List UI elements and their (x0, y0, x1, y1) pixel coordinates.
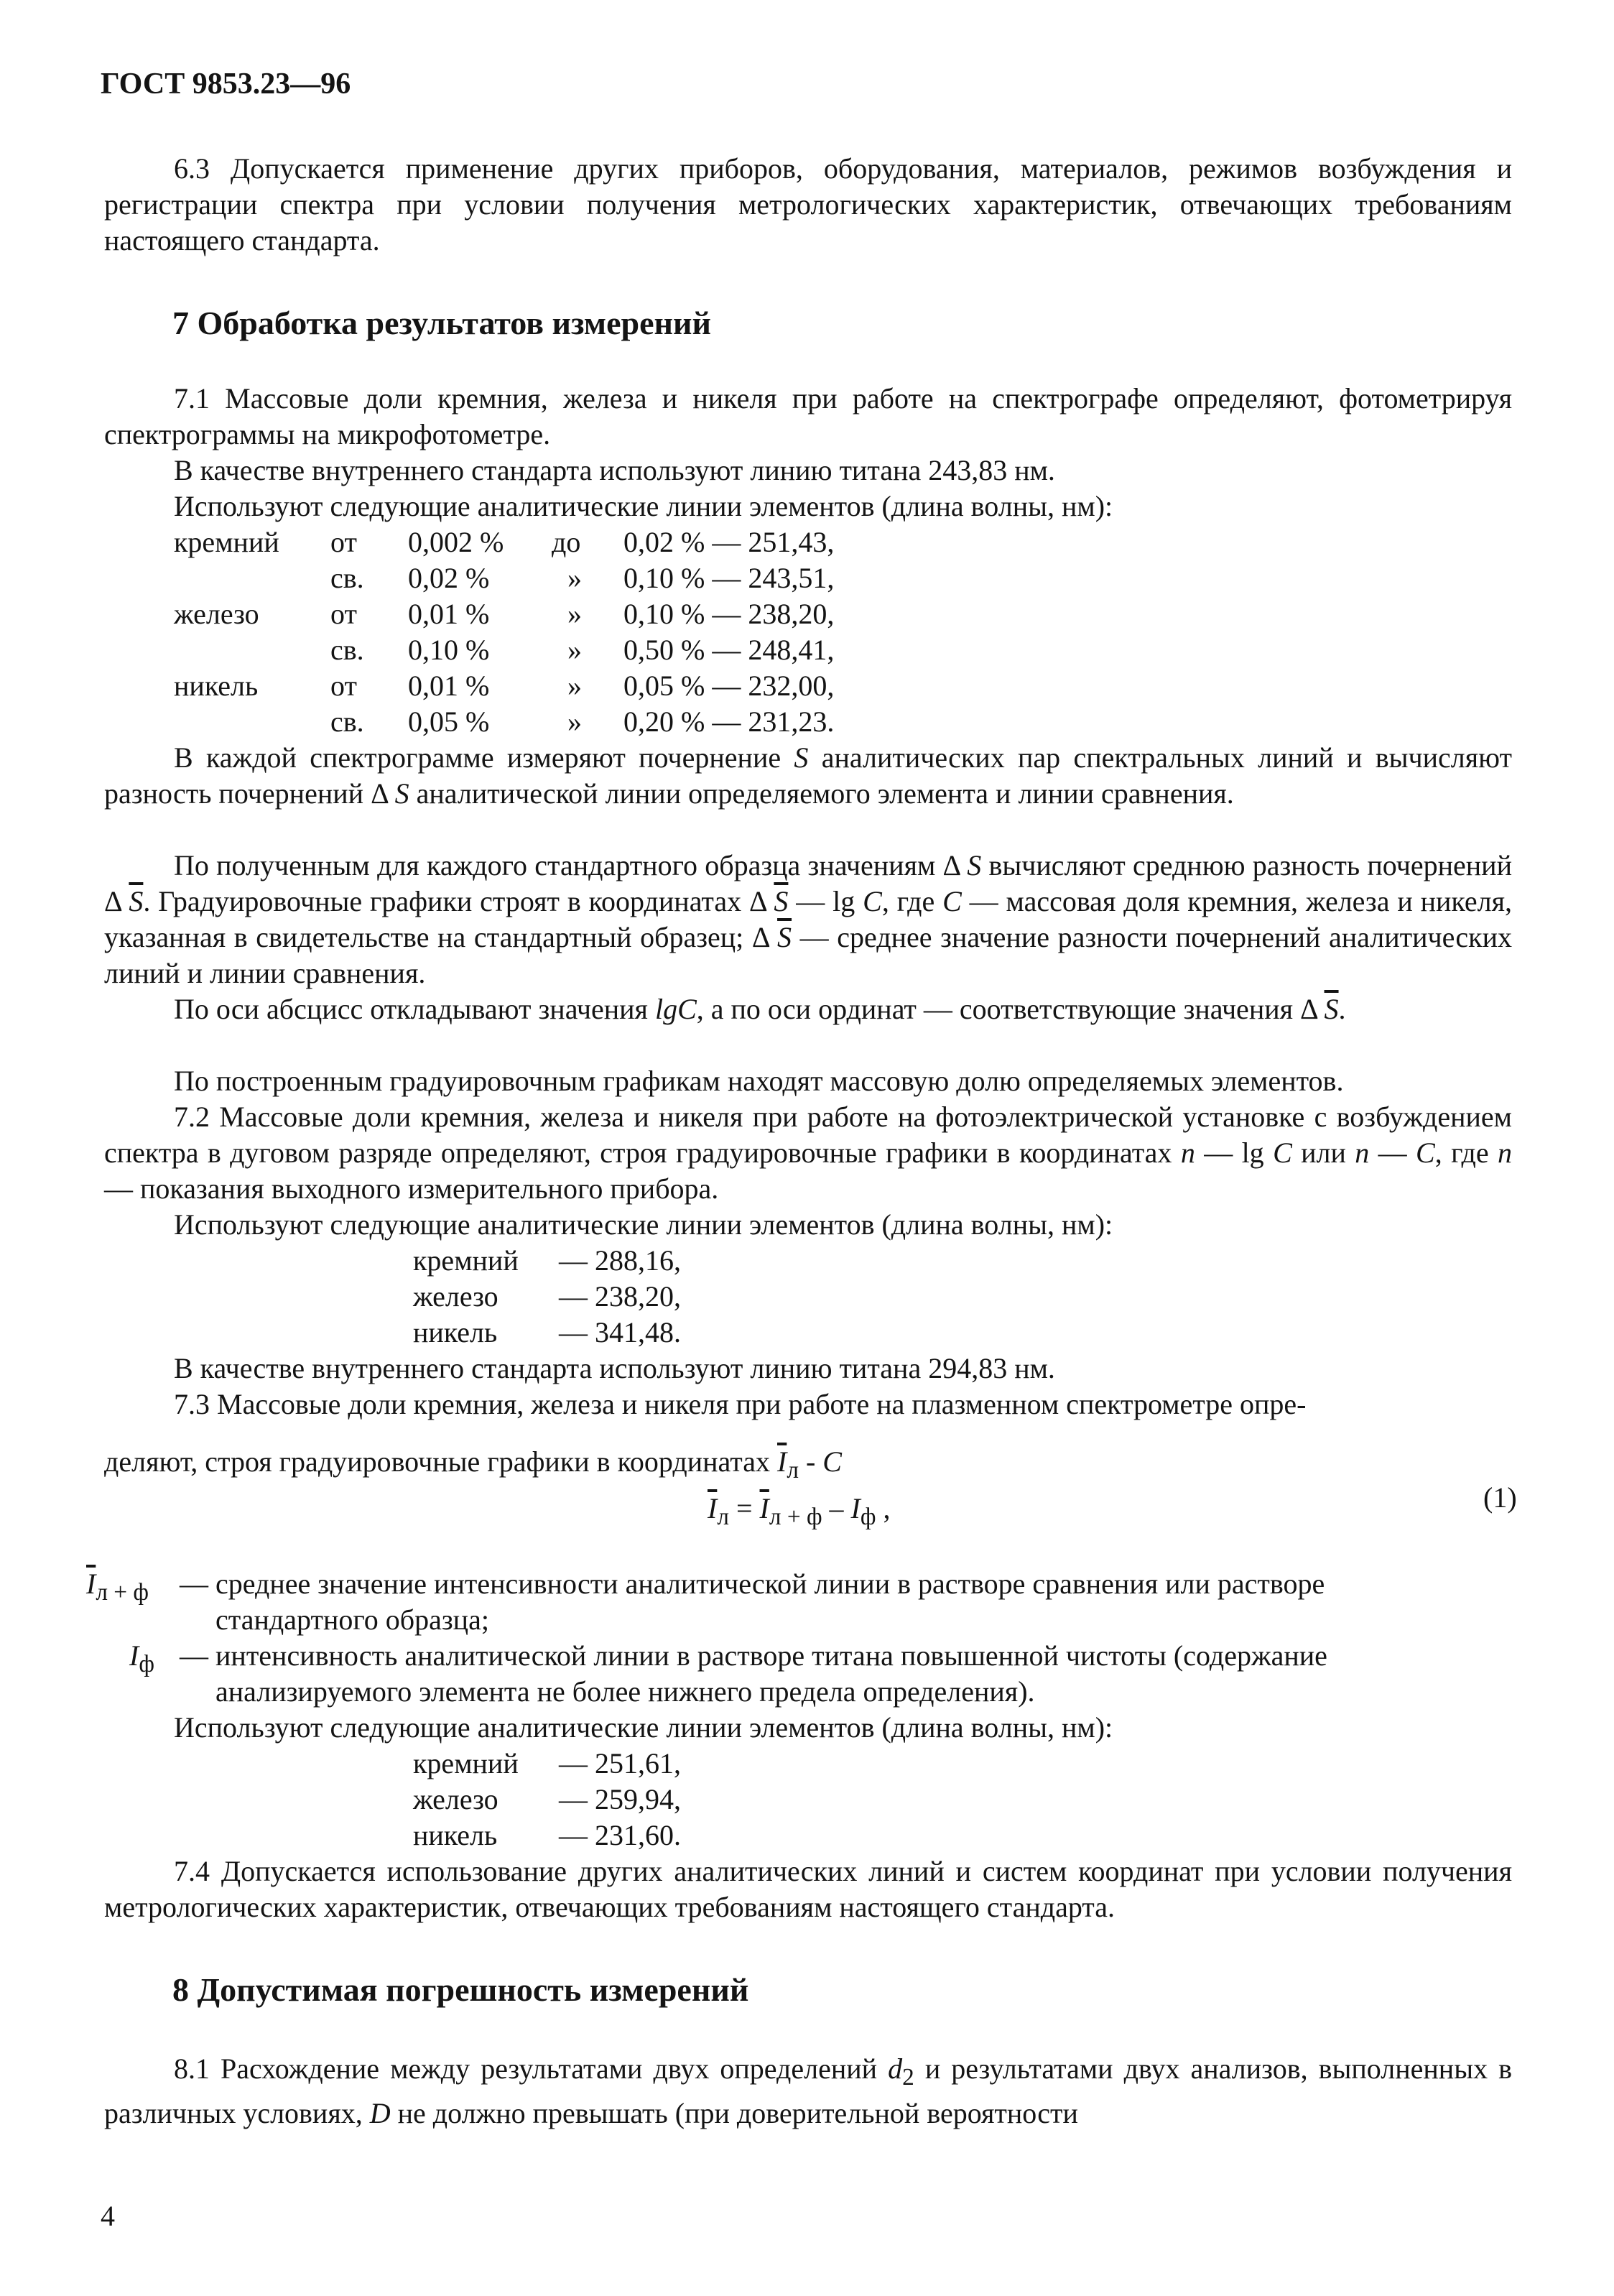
paragraph-7-4: 7.4 Допускается использование других аналитических линий и систем координат при условии получения метрологических характеристик, отвечающих требованиям настоящего стандарта. (104, 1855, 1512, 1923)
internal-standard-line: В качестве внутреннего стандарта используют линию титана 243,83 нм. (174, 454, 1055, 486)
paragraph-7-3-a: 7.3 Массовые доли кремния, железа и никеля при работе на плазменном спектрометре опре- (174, 1388, 1307, 1420)
formula-1: $\overline{I}_л = \overline{I}_{л + ф} - I_ф$ , (708, 1492, 891, 1530)
paragraph-calibration: По полученным для каждого стандартного образца значениям Δ S вычисляют среднюю разность почернений Δ $\overline{S}$. Градуировочные графики строят в координатах Δ $\overline{S}$ — lg C, где C — массовая доля кремния, железа и никеля, указанная в свидетельстве на стандартный образец; Δ $\overline{S}$ — среднее значение разности почернений аналитических линий и линии сравнения. (104, 849, 1513, 989)
paragraph-blackening: В каждой спектрограмме измеряют почернение S аналитических пар спектральных линий и вычисляют разность почернений Δ S аналитической линии определяемого элемента и линии сравнения. (104, 741, 1512, 810)
definition-text-1: — среднее значение интенсивности аналитической линии в растворе сравнения или растворе (180, 1568, 1325, 1600)
paragraph-7-3-b: деляют, строя градуировочные графики в координатах $\overline{I}_л$ - C (104, 1445, 842, 1483)
running-header: ГОСТ 9853.23—96 (101, 68, 351, 101)
definition-symbol-2: $I_ф$ (129, 1639, 154, 1677)
paragraph-8-1: 8.1 Расхождение между результатами двух определений $d_2$ и результатами двух анализов, выполненных в различных условиях, D не должно превышать (при доверительной вероятности (104, 2052, 1512, 2129)
definition-symbol-1: $\overline{I}_{л + ф}$ (86, 1568, 149, 1606)
page-number: 4 (101, 2200, 115, 2232)
equation-number: (1) (1483, 1481, 1517, 1514)
definition-text-2: — интенсивность аналитической линии в растворе титана повышенной чистоты (содержание (180, 1639, 1327, 1672)
section-7-heading: 7 Обработка результатов измерений (172, 305, 712, 341)
internal-standard-line-2: В качестве внутреннего стандарта используют линию титана 294,83 нм. (174, 1352, 1055, 1384)
paragraph-7-1: 7.1 Массовые доли кремния, железа и никеля при работе на спектрографе определяют, фотометрируя спектрограммы на микрофотометре. (104, 382, 1512, 450)
paragraph-7-2: 7.2 Массовые доли кремния, железа и никеля при работе на фотоэлектрической установке с возбуждением спектра в дуговом разряде определяют, строя градуировочные графики в координатах n — lg C или n — C, где n — показания выходного измерительного прибора. (104, 1101, 1513, 1205)
definition-text-1b: стандартного образца; (215, 1603, 489, 1636)
paragraph-axes: По оси абсцисс откладывают значения lgC, а по оси ординат — соответствующие значения Δ $\overline{S}$. (174, 993, 1346, 1025)
document-page: ГОСТ 9853.23—96 6.3 Допускается применение других приборов, оборудования, материалов, режимов возбуждения и регистрации спектра при условии получения метрологических характеристик, отвечающих требованиям настоящего стандарта. 7 Обработка результатов измерений 7.1 Массовые доли кремния, железа и никеля при работе на спектрографе определяют, фотометрируя спектрограммы на микрофотометре. В качестве внутреннего стандарта используют линию титана 243,83 нм. Используют следующие аналитические линии элементов (длина волны, нм): кремний от 0,002 % до 0,02 % — 251,43, св. 0,02 % » 0,10 % — 243,51, железо от 0,01 % » 0,10 % — 238,20, св. 0,10 % » 0,50 % — 248,41, никель от 0,01 % » 0,05 % — 232,00, св. 0,05 % » 0,20 % — 231,23. В каждой спектрограмме измеряют почернение S аналитических пар спектральных линий и вычисляют разность почернений Δ S аналитической линии определяемого элемента и линии сравнения. По полученным для каждого стандартного образца значениям Δ S вычисляют среднюю разность почернений Δ $\overline{S}$. Градуировочные графики строят в координатах Δ $\overline{S}$ — lg C, где C — массовая доля кремния, железа и никеля, указанная в свидетельстве на стандартный образец; Δ $\overline{S}$ — среднее значение разности почернений аналитических линий и линии сравнения. По оси абсцисс откладывают значения lgC, а по оси ординат — соответствующие значения Δ $\overline{S}$. По построенным градуировочным графикам находят массовую долю определяемых элементов. 7.2 Массовые доли кремния, железа и никеля при работе на фотоэлектрической установке с возбуждением спектра в дуговом разряде определяют, строя градуировочные графики в координатах n — lg C или n — C, где n — показания выходного измерительного прибора. Используют следующие аналитические линии элементов (длина волны, нм): кремний — 288,16, железо — 238,20, никель — 341,48. В качестве внутреннего стандарта используют линию титана 294,83 нм. 7.3 Массовые доли кремния, железа и никеля при работе на плазменном спектрометре опре- деляют, строя градуировочные графики в координатах $\overline{I}_л$ - C $\overline{I}_л = \overline{I}_{л + ф} - I_ф$ , (1) $\overline{I}_{л + ф}$ — среднее значение интенсивности аналитической линии в растворе сравнения или растворе стандартного образца; $I_ф$ — интенсивность аналитической линии в растворе титана повышенной чистоты (содержание анализируемого элемента не более нижнего предела определения). Используют следующие аналитические линии элементов (длина волны, нм): кремний — 251,61, железо — 259,94, никель — 231,60. 7.4 Допускается использование других аналитических линий и систем координат при условии получения метрологических характеристик, отвечающих требованиям настоящего стандарта. 8 Допустимая погрешность измерений 8.1 Расхождение между результатами двух определений $d_2$ и результатами двух анализов, выполненных в различных условиях, D не должно превышать (при доверительной вероятности 4 (0, 0, 1614, 2296)
lines-intro: Используют следующие аналитические линии элементов (длина волны, нм): (174, 490, 1113, 522)
definition-text-2b: анализируемого элемента не более нижнего предела определения). (215, 1675, 1035, 1708)
section-8-heading: 8 Допустимая погрешность измерений (172, 1971, 749, 2008)
paragraph-mass-fraction: По построенным градуировочным графикам находят массовую долю определяемых элементов. (174, 1065, 1344, 1097)
lines-intro-2: Используют следующие аналитические линии элементов (длина волны, нм): (174, 1208, 1113, 1241)
paragraph-6-3: 6.3 Допускается применение других приборов, оборудования, материалов, режимов возбуждения и регистрации спектра при условии получения метрологических характеристик, отвечающих требованиям настоящего стандарта. (104, 152, 1512, 256)
lines-intro-3: Используют следующие аналитические линии элементов (длина волны, нм): (174, 1711, 1113, 1744)
